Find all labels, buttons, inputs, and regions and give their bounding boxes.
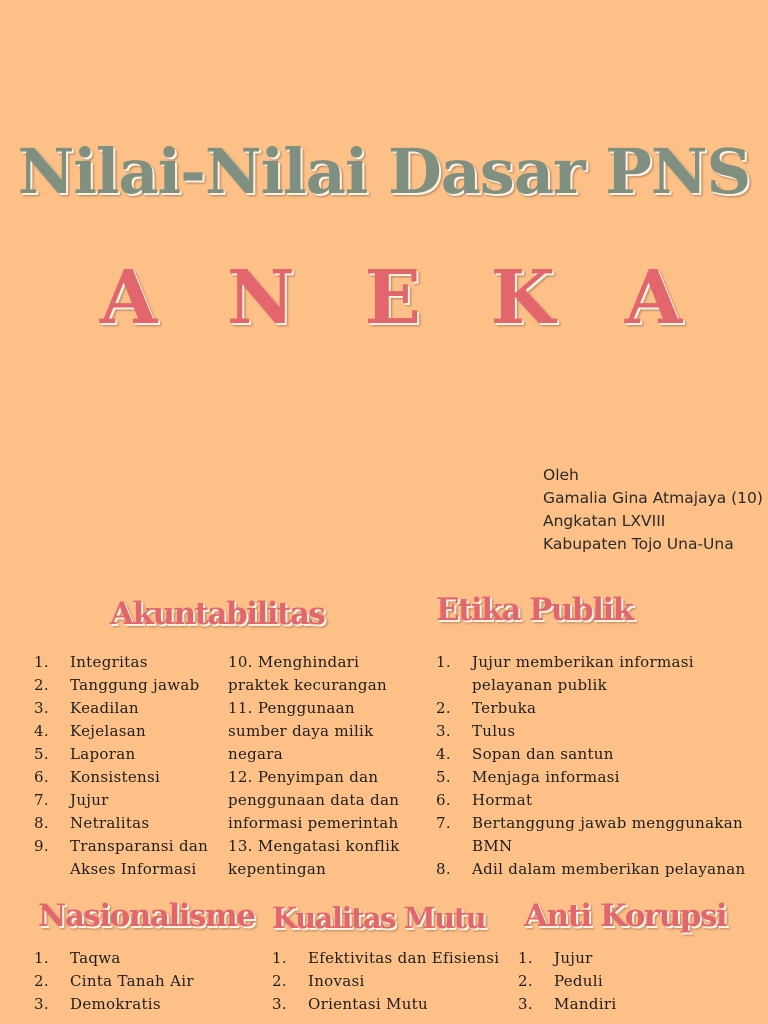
list-text: Menjaga informasi: [472, 768, 620, 786]
list-item: [272, 993, 499, 1016]
list-text: Efektivitas dan Efisiensi: [308, 949, 500, 967]
list-text: Adil dalam memberikan pelayanan: [472, 860, 746, 878]
list-item: [34, 970, 194, 993]
author-block: [543, 464, 768, 556]
list-item: [436, 789, 746, 812]
list-text: BMN: [472, 837, 513, 855]
list-text: Transparansi dan: [70, 837, 209, 855]
list-text: Inovasi: [308, 972, 365, 990]
list-text: Sopan dan santun: [472, 745, 614, 763]
list-text: Keadilan: [70, 699, 139, 717]
list-text: Netralitas: [70, 814, 150, 832]
list-item: [518, 993, 616, 1016]
list-number: 2.: [272, 972, 287, 990]
list-text: Orientasi Mutu: [308, 995, 428, 1013]
list-text: Integritas: [70, 653, 148, 671]
list-line: 11. Penggunaan: [228, 699, 355, 717]
list-item: [436, 674, 746, 697]
list-number: 2.: [518, 972, 533, 990]
list-number: 4.: [34, 722, 49, 740]
list-line: penggunaan data dan: [228, 791, 400, 809]
list-item: [34, 766, 208, 789]
list-text: Tanggung jawab: [70, 676, 200, 694]
list-number: 3.: [34, 699, 49, 717]
list-line: kepentingan: [228, 860, 327, 878]
list-text: Taqwa: [70, 949, 121, 967]
list-number: 6.: [34, 768, 49, 786]
heading-kualitas-mutu: Kualitas Mutu: [272, 901, 486, 935]
list-number: 3.: [272, 995, 287, 1013]
list-text: Peduli: [554, 972, 603, 990]
page-title: Nilai-Nilai Dasar PNS: [17, 135, 751, 208]
list-text: Bertanggung jawab menggunakan: [472, 814, 743, 832]
list-item: [34, 835, 208, 858]
list-akuntabilitas-col2: [228, 651, 400, 881]
list-item: [34, 674, 208, 697]
list-text: Jujur: [554, 949, 593, 967]
list-item: [34, 697, 208, 720]
list-item: [34, 743, 208, 766]
list-number: 5.: [34, 745, 49, 763]
list-line: informasi pemerintah: [228, 814, 399, 832]
list-text: Hormat: [472, 791, 533, 809]
list-item: [34, 651, 208, 674]
list-number: 3.: [34, 995, 49, 1013]
list-line: 13. Mengatasi konflik: [228, 837, 400, 855]
list-item: [34, 947, 194, 970]
list-item: [34, 720, 208, 743]
list-text: Konsistensi: [70, 768, 161, 786]
list-text: pelayanan publik: [472, 676, 608, 694]
list-line: negara: [228, 745, 283, 763]
list-item: [34, 789, 208, 812]
list-item: [436, 766, 746, 789]
heading-anti-korupsi: Anti Korupsi: [524, 898, 727, 934]
list-line: praktek kecurangan: [228, 676, 387, 694]
list-anti-korupsi: [518, 947, 616, 1016]
list-text: Tulus: [472, 722, 516, 740]
list-line: sumber daya milik: [228, 722, 374, 740]
list-text: Jujur: [70, 791, 109, 809]
list-text: Cinta Tanah Air: [70, 972, 194, 990]
list-item: [518, 947, 616, 970]
list-text: Demokratis: [70, 995, 161, 1013]
heading-nasionalisme: Nasionalisme: [38, 898, 255, 934]
list-number: 5.: [436, 768, 451, 786]
list-item: [272, 970, 499, 993]
list-number: 8.: [34, 814, 49, 832]
list-item: [436, 720, 746, 743]
list-line: 10. Menghindari: [228, 653, 360, 671]
list-number: 7.: [34, 791, 49, 809]
list-item: [272, 947, 499, 970]
list-number: 9.: [34, 837, 49, 855]
list-text: Akses Informasi: [70, 860, 197, 878]
list-nasionalisme: [34, 947, 194, 1016]
list-line: 12. Penyimpan dan: [228, 768, 379, 786]
list-text: Mandiri: [554, 995, 617, 1013]
list-item: [436, 835, 746, 858]
list-number: 1.: [436, 653, 451, 671]
list-number: 8.: [436, 860, 451, 878]
list-number: 1.: [34, 949, 49, 967]
heading-akuntabilitas: Akuntabilitas: [110, 596, 325, 632]
list-item: [436, 812, 746, 835]
list-akuntabilitas-col1: [34, 651, 208, 881]
list-text: Laporan: [70, 745, 136, 763]
page-subtitle: A N E K A: [99, 255, 705, 341]
author-line-batch: Angkatan LXVIII: [543, 512, 666, 530]
list-kualitas-mutu: [272, 947, 499, 1016]
list-item: [34, 993, 194, 1016]
list-item: [436, 651, 746, 674]
list-number: 7.: [436, 814, 451, 832]
list-etika-publik: [436, 651, 746, 881]
list-number: 2.: [436, 699, 451, 717]
list-item: [436, 743, 746, 766]
list-number: 2.: [34, 676, 49, 694]
author-line-regency: Kabupaten Tojo Una-Una: [543, 535, 734, 553]
author-line-by: Oleh: [543, 466, 579, 484]
heading-etika-publik: Etika Publik: [436, 592, 633, 628]
list-number: 3.: [436, 722, 451, 740]
list-item: [518, 970, 616, 993]
list-number: 2.: [34, 972, 49, 990]
list-text: Jujur memberikan informasi: [472, 653, 694, 671]
list-text: Kejelasan: [70, 722, 146, 740]
author-line-name: Gamalia Gina Atmajaya (10): [543, 489, 763, 507]
list-item: [436, 858, 746, 881]
list-item: [34, 858, 208, 881]
list-number: 1.: [34, 653, 49, 671]
list-item: [436, 697, 746, 720]
list-number: 6.: [436, 791, 451, 809]
list-text: Terbuka: [472, 699, 537, 717]
list-number: 3.: [518, 995, 533, 1013]
list-number: 1.: [272, 949, 287, 967]
list-item: [34, 812, 208, 835]
list-number: 1.: [518, 949, 533, 967]
list-number: 4.: [436, 745, 451, 763]
